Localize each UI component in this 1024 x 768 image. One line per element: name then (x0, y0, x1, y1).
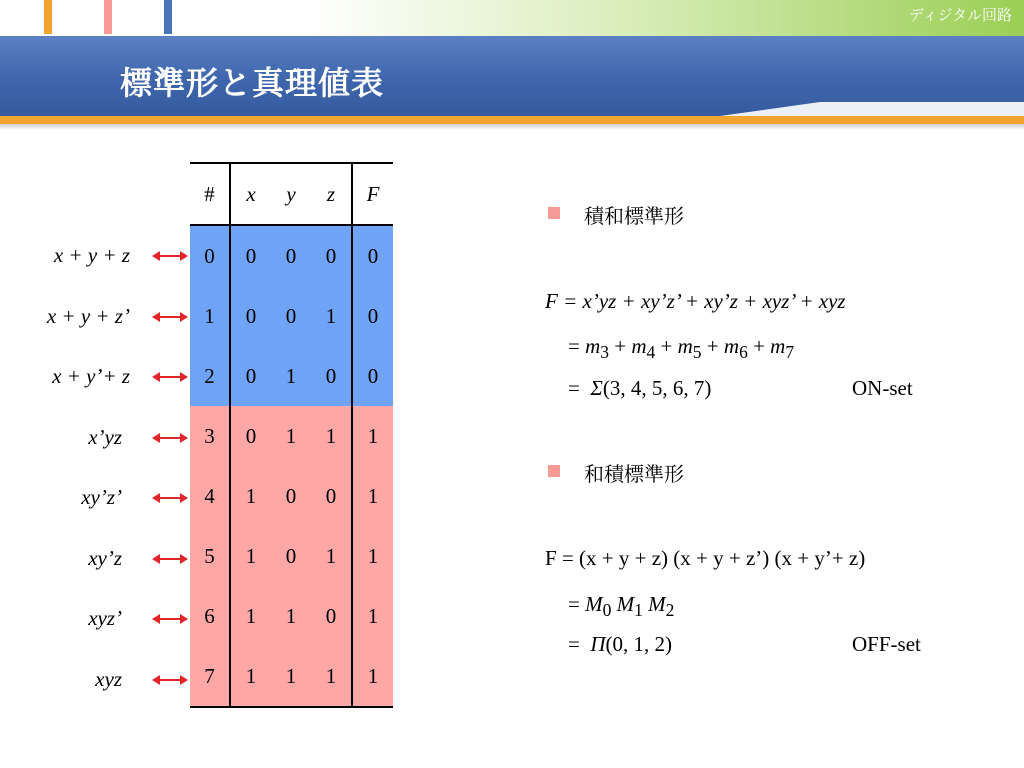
table-cell: 1 (352, 586, 393, 646)
sigma-symbol: Σ (590, 376, 603, 400)
minterm-index: 4 (646, 342, 656, 363)
title-bar-wedge (0, 36, 1024, 126)
table-cell: 0 (190, 225, 230, 286)
table-cell: 1 (271, 646, 311, 707)
minterm-label: xy’z (88, 546, 122, 570)
table-cell: 1 (311, 406, 352, 466)
maxterm-label: x + y + z’ (46, 304, 130, 328)
table-row (190, 406, 393, 466)
table-row (190, 225, 393, 286)
maxterm-symbol: M (616, 592, 635, 616)
table-cell: 1 (352, 526, 393, 586)
table-cell: 1 (352, 466, 393, 526)
minterm-label: xyz (95, 667, 122, 691)
minterm-symbol: m (631, 334, 647, 358)
table-cell: 1 (352, 406, 393, 466)
minterm-symbol: m (723, 334, 740, 358)
table-cell: 1 (271, 586, 311, 646)
table-cell: 1 (190, 286, 230, 346)
table-cell: 1 (311, 526, 352, 586)
top-banner (0, 0, 1024, 36)
table-cell: 5 (190, 526, 230, 586)
accent-tick-pink (104, 0, 112, 34)
pos-equation-1: F = (x + y + z) (x + y + z’) (x + y’+ z) (545, 546, 866, 570)
double-arrow-icon (152, 249, 188, 263)
table-cell: 1 (230, 526, 271, 586)
double-arrow-icon (152, 612, 188, 626)
table-header-row (190, 163, 393, 225)
minterm-label: xy’z’ (81, 485, 122, 509)
table-cell: 4 (190, 466, 230, 526)
table-cell: 1 (271, 406, 311, 466)
table-row (190, 286, 393, 346)
pos-indices: (0, 1, 2) (605, 632, 673, 656)
table-cell: 0 (311, 586, 352, 646)
table-cell: 0 (271, 466, 311, 526)
table-cell: 0 (230, 346, 271, 406)
maxterm-index: 0 (602, 600, 612, 621)
double-arrow-icon (152, 310, 188, 324)
table-cell: 0 (230, 225, 271, 286)
maxterm-label: x + y + z (53, 243, 130, 267)
orange-rule (0, 116, 1024, 124)
sop-equation-1: F = x’yz + xy’z’ + xy’z + xyz’ + xyz (545, 289, 846, 313)
table-cell: 0 (271, 225, 311, 286)
minterm-index: 5 (692, 342, 702, 363)
table-cell: 1 (352, 646, 393, 707)
sop-equation-3: = Σ(3, 4, 5, 6, 7) (568, 376, 712, 400)
table-cell: 1 (311, 646, 352, 707)
header-index: # (190, 163, 230, 225)
minterm-symbol: m (677, 334, 693, 358)
maxterm-label: x + y’+ z (52, 364, 130, 388)
table-cell: 7 (190, 646, 230, 707)
table-cell: 2 (190, 346, 230, 406)
bullet-icon (548, 207, 560, 219)
table-cell: 0 (352, 346, 393, 406)
truth-table (190, 162, 393, 708)
minterm-label: x’yz (88, 425, 122, 449)
pi-symbol: Π (590, 632, 606, 656)
table-cell: 0 (352, 286, 393, 346)
bullet-icon (548, 465, 560, 477)
double-arrow-icon (152, 552, 188, 566)
table-cell: 1 (230, 466, 271, 526)
table-cell: 0 (311, 466, 352, 526)
table-cell: 6 (190, 586, 230, 646)
table-cell: 1 (230, 586, 271, 646)
shadow-rule (0, 124, 1024, 130)
double-arrow-icon (152, 673, 188, 687)
header-z: z (311, 163, 352, 225)
double-arrow-icon (152, 491, 188, 505)
table-row (190, 586, 393, 646)
maxterm-index: 2 (665, 600, 675, 621)
minterm-index: 6 (739, 342, 748, 363)
maxterm-symbol: M (585, 592, 603, 616)
on-set-label: ON-set (852, 376, 913, 400)
table-cell: 0 (271, 526, 311, 586)
double-arrow-icon (152, 370, 188, 384)
table-row (190, 646, 393, 707)
table-cell: 0 (311, 225, 352, 286)
table-cell: 0 (311, 346, 352, 406)
sop-indices: (3, 4, 5, 6, 7) (602, 376, 712, 400)
minterm-index: 7 (785, 342, 795, 363)
table-cell: 3 (190, 406, 230, 466)
table-row (190, 346, 393, 406)
accent-tick-blue (164, 0, 172, 34)
maxterm-symbol: M (648, 592, 666, 616)
pos-heading: 和積標準形 (584, 462, 684, 486)
table-cell: 1 (311, 286, 352, 346)
sop-heading: 積和標準形 (584, 204, 684, 228)
page-title: 標準形と真理値表 (120, 64, 385, 102)
pos-equation-3: = Π(0, 1, 2) (568, 632, 673, 656)
accent-tick-orange (44, 0, 52, 34)
table-row (190, 466, 393, 526)
header-x: x (230, 163, 271, 225)
maxterm-index: 1 (634, 600, 643, 621)
header-f: F (352, 163, 393, 225)
pos-equation-2: = $M_0$ $M_1$ $M_2$ (568, 592, 675, 621)
header-y: y (271, 163, 311, 225)
minterm-symbol: m (770, 334, 786, 358)
minterm-symbol: m (585, 334, 601, 358)
table-cell: 1 (271, 346, 311, 406)
course-name: ディジタル回路 (908, 6, 1012, 24)
table-cell: 0 (271, 286, 311, 346)
table-row (190, 526, 393, 586)
table-cell: 0 (230, 406, 271, 466)
table-cell: 0 (230, 286, 271, 346)
off-set-label: OFF-set (852, 632, 921, 656)
minterm-label: xyz’ (88, 606, 122, 630)
table-cell: 0 (352, 225, 393, 286)
table-cell: 1 (230, 646, 271, 707)
minterm-index: 3 (600, 342, 610, 363)
equals-sign: = (568, 334, 586, 358)
sop-equation-2: = $m_3 + m_4 + m_5 + m_6 + m_7$ (568, 334, 795, 363)
double-arrow-icon (152, 431, 188, 445)
